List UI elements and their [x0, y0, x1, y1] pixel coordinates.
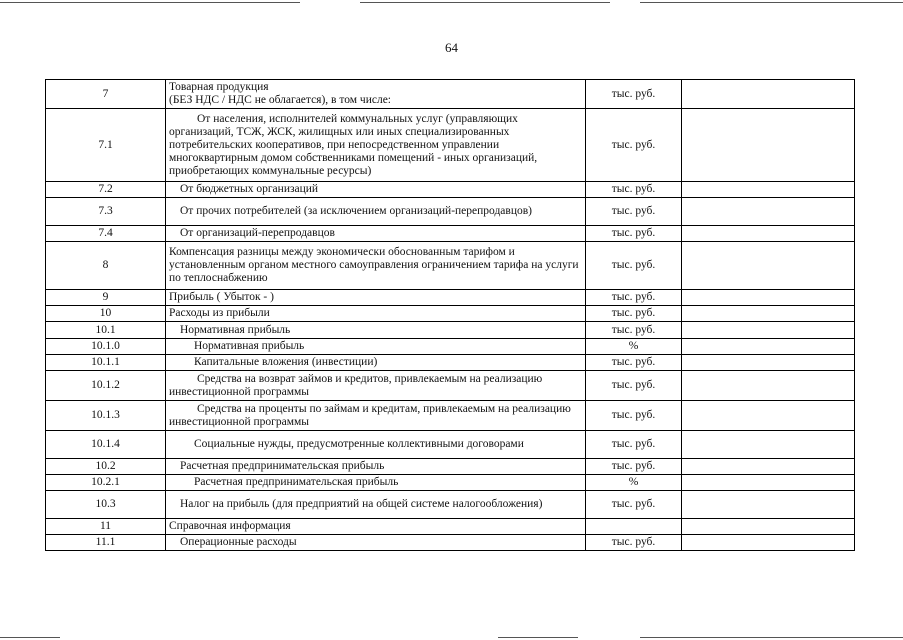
row-number: 10.1.1 [46, 355, 166, 371]
row-name: Прибыль ( Убыток - ) [166, 290, 586, 306]
row-number: 7 [46, 80, 166, 109]
row-unit: % [586, 475, 682, 491]
row-unit: тыс. руб. [586, 491, 682, 519]
value-cell [682, 182, 855, 198]
table-row [46, 355, 855, 371]
table-row [46, 459, 855, 475]
row-name: Операционные расходы [166, 535, 586, 551]
row-name: Расчетная предпринимательская прибыль [166, 475, 586, 491]
row-name: От организаций-перепродавцов [166, 226, 586, 242]
row-unit: тыс. руб. [586, 198, 682, 226]
value-cell [682, 491, 855, 519]
row-number: 10.1 [46, 322, 166, 339]
report-table [45, 79, 855, 551]
value-cell [682, 475, 855, 491]
row-name: Расходы из прибыли [166, 306, 586, 322]
row-number: 10.1.0 [46, 339, 166, 355]
value-cell [682, 459, 855, 475]
top-edge-line-right [640, 2, 903, 3]
row-name: От населения, исполнителей коммунальных услуг (управляющих организаций, ТСЖ, ЖСК, жилищных или иных специализированных потребительских кооперативов, при непосредственном управлении многоквартирным домом собственниками помещений - иных организаций, приобретающих коммунальные ресурсы) [166, 109, 586, 182]
row-name: Справочная информация [166, 519, 586, 535]
row-unit: тыс. руб. [586, 109, 682, 182]
value-cell [682, 109, 855, 182]
value-cell [682, 355, 855, 371]
row-unit [586, 519, 682, 535]
bottom-edge-line-center [498, 637, 578, 638]
row-unit: тыс. руб. [586, 226, 682, 242]
table-row [46, 401, 855, 431]
row-number: 7.1 [46, 109, 166, 182]
row-unit: % [586, 339, 682, 355]
value-cell [682, 80, 855, 109]
row-number: 7.4 [46, 226, 166, 242]
row-name: Средства на возврат займов и кредитов, привлекаемым на реализацию инвестиционной программы [166, 371, 586, 401]
row-number: 10.2.1 [46, 475, 166, 491]
row-name: Нормативная прибыль [166, 322, 586, 339]
row-number: 10.3 [46, 491, 166, 519]
row-unit: тыс. руб. [586, 80, 682, 109]
row-number: 10.1.2 [46, 371, 166, 401]
table-row [46, 491, 855, 519]
table-row [46, 322, 855, 339]
table-row [46, 431, 855, 459]
row-unit: тыс. руб. [586, 182, 682, 198]
row-unit: тыс. руб. [586, 459, 682, 475]
row-unit: тыс. руб. [586, 371, 682, 401]
value-cell [682, 198, 855, 226]
table-row [46, 290, 855, 306]
table-row [46, 306, 855, 322]
table-row [46, 242, 855, 290]
table-row [46, 80, 855, 109]
row-unit: тыс. руб. [586, 535, 682, 551]
page-number: 64 [445, 40, 458, 55]
row-number: 10.1.3 [46, 401, 166, 431]
table-row [46, 198, 855, 226]
row-name: Налог на прибыль (для предприятий на общей системе налогообложения) [166, 491, 586, 519]
row-unit: тыс. руб. [586, 290, 682, 306]
row-name: Расчетная предпринимательская прибыль [166, 459, 586, 475]
row-name: Нормативная прибыль [166, 339, 586, 355]
row-name: От бюджетных организаций [166, 182, 586, 198]
value-cell [682, 401, 855, 431]
table-row [46, 109, 855, 182]
table-row [46, 535, 855, 551]
row-unit: тыс. руб. [586, 322, 682, 339]
row-unit: тыс. руб. [586, 401, 682, 431]
row-name: Товарная продукция (БЕЗ НДС / НДС не облагается), в том числе: [166, 80, 586, 109]
table-row [46, 226, 855, 242]
row-unit: тыс. руб. [586, 355, 682, 371]
row-number: 11 [46, 519, 166, 535]
row-name: Компенсация разницы между экономически обоснованным тарифом и установленным органом местного самоуправления ограничением тарифа на услуги по теплоснабжению [166, 242, 586, 290]
value-cell [682, 242, 855, 290]
value-cell [682, 371, 855, 401]
top-edge-line-center [360, 2, 610, 3]
value-cell [682, 339, 855, 355]
row-unit: тыс. руб. [586, 242, 682, 290]
table-row [46, 339, 855, 355]
value-cell [682, 431, 855, 459]
row-number: 8 [46, 242, 166, 290]
value-cell [682, 322, 855, 339]
row-name: Капитальные вложения (инвестиции) [166, 355, 586, 371]
table-row [46, 371, 855, 401]
row-name: От прочих потребителей (за исключением организаций-перепродавцов) [166, 198, 586, 226]
value-cell [682, 535, 855, 551]
row-unit: тыс. руб. [586, 431, 682, 459]
table-row [46, 519, 855, 535]
top-edge-line-left [0, 2, 300, 3]
bottom-edge-line-right [640, 637, 903, 638]
table-row [46, 475, 855, 491]
row-number: 11.1 [46, 535, 166, 551]
row-number: 9 [46, 290, 166, 306]
row-unit: тыс. руб. [586, 306, 682, 322]
row-number: 7.2 [46, 182, 166, 198]
value-cell [682, 306, 855, 322]
row-number: 10.1.4 [46, 431, 166, 459]
row-number: 7.3 [46, 198, 166, 226]
row-name: Средства на проценты по займам и кредитам, привлекаемым на реализацию инвестиционной программы [166, 401, 586, 431]
table-row [46, 182, 855, 198]
value-cell [682, 519, 855, 535]
row-number: 10.2 [46, 459, 166, 475]
row-name: Социальные нужды, предусмотренные коллективными договорами [166, 431, 586, 459]
bottom-edge-line-left [0, 637, 60, 638]
value-cell [682, 226, 855, 242]
value-cell [682, 290, 855, 306]
row-number: 10 [46, 306, 166, 322]
